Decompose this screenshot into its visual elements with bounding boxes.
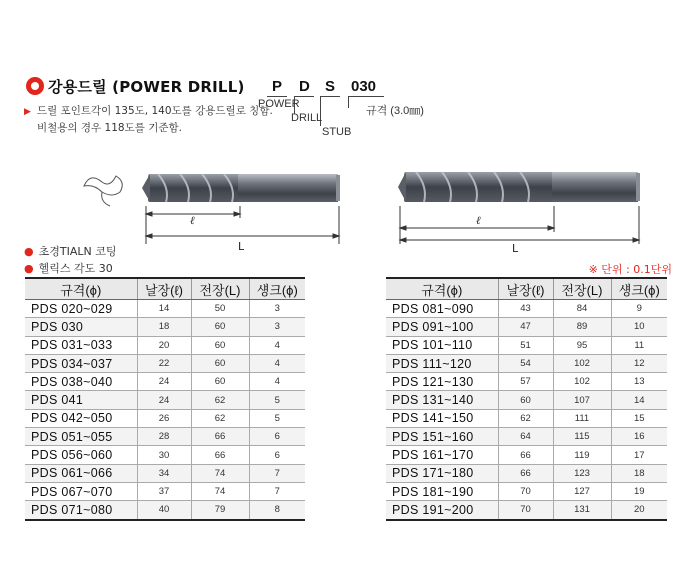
cell-flute-length: 66 [498,464,553,482]
page-title: 강용드릴 (POWER DRILL) [48,78,245,96]
cell-shank: 15 [611,409,667,427]
table-header-row [386,278,667,300]
cell-overall-length: 95 [553,336,611,354]
cell-size: PDS 171~180 [386,464,498,482]
cell-overall-length: 66 [191,446,249,464]
cell-flute-length: 47 [498,318,553,336]
table-row [386,318,667,336]
drill-illustration-right [390,162,660,252]
cell-shank: 17 [611,446,667,464]
code-label-power: POWER [258,98,300,110]
cell-shank: 8 [249,501,305,520]
cell-shank: 18 [611,464,667,482]
code-char-p: P [272,78,283,95]
cell-size: PDS 101~110 [386,336,498,354]
table-row [25,318,305,336]
cell-size: PDS 161~170 [386,446,498,464]
flute-length-label: ℓ [190,214,195,227]
table-row [386,354,667,372]
cell-shank: 16 [611,428,667,446]
cell-overall-length: 84 [553,300,611,318]
cell-flute-length: 24 [137,391,191,409]
cell-flute-length: 26 [137,409,191,427]
cell-shank: 4 [249,373,305,391]
cell-shank: 3 [249,300,305,318]
cell-shank: 5 [249,391,305,409]
col-header-overall-length: 전장(L) [191,278,249,300]
code-char-s: S [325,78,336,95]
cell-size: PDS 121~130 [386,373,498,391]
cell-overall-length: 74 [191,482,249,500]
table-row [25,428,305,446]
table-row [25,482,305,500]
cell-overall-length: 127 [553,482,611,500]
cell-flute-length: 66 [498,446,553,464]
cell-size: PDS 034~037 [25,354,137,372]
cell-size: PDS 038~040 [25,373,137,391]
cell-size: PDS 071~080 [25,501,137,520]
cell-flute-length: 20 [137,336,191,354]
code-label-drill: DRILL [291,112,323,124]
table-row [25,336,305,354]
table-row [386,446,667,464]
cell-size: PDS 031~033 [25,336,137,354]
cell-shank: 14 [611,391,667,409]
code-label-size: 규격 (3.0㎜) [366,105,424,117]
cell-size: PDS 191~200 [386,501,498,520]
cell-overall-length: 60 [191,354,249,372]
cell-overall-length: 115 [553,428,611,446]
col-header-size: 규격(ϕ) [386,278,498,300]
cell-flute-length: 51 [498,336,553,354]
cell-overall-length: 102 [553,354,611,372]
cell-flute-length: 43 [498,300,553,318]
table-row [386,409,667,427]
cell-flute-length: 34 [137,464,191,482]
cell-overall-length: 79 [191,501,249,520]
cell-flute-length: 62 [498,409,553,427]
overall-length-label: L [238,240,245,252]
table-row [386,336,667,354]
cell-shank: 7 [249,482,305,500]
cell-shank: 3 [249,318,305,336]
spec-note-helix [24,260,113,276]
cell-size: PDS 067~070 [25,482,137,500]
table-row [386,501,667,520]
table-row [386,300,667,318]
cell-overall-length: 107 [553,391,611,409]
drill-end-view-icon [84,176,122,206]
table-row [386,482,667,500]
spec-table-right [386,277,667,521]
product-code-diagram [250,74,450,144]
cell-flute-length: 37 [137,482,191,500]
description-text-1: 드릴 포인트각이 135도, 140도를 강용드릴로 칭함. [36,105,273,117]
cell-size: PDS 056~060 [25,446,137,464]
cell-overall-length: 60 [191,336,249,354]
cell-flute-length: 24 [137,373,191,391]
col-header-flute-length: 날장(ℓ) [137,278,191,300]
cell-flute-length: 30 [137,446,191,464]
cell-overall-length: 50 [191,300,249,318]
cell-overall-length: 131 [553,501,611,520]
cell-shank: 10 [611,318,667,336]
cell-size: PDS 030 [25,318,137,336]
spec-note-helix-text: 헬릭스 각도 30 [38,262,113,275]
cell-size: PDS 041 [25,391,137,409]
unit-note: ※ 단위 : 0.1단위 [588,263,672,276]
cell-flute-length: 14 [137,300,191,318]
description-line-1 [24,103,273,118]
table-row [25,409,305,427]
cell-flute-length: 60 [498,391,553,409]
spec-table-left [25,277,305,521]
cell-overall-length: 60 [191,373,249,391]
cell-size: PDS 141~150 [386,409,498,427]
cell-shank: 19 [611,482,667,500]
cell-shank: 4 [249,336,305,354]
svg-text:L: L [512,242,519,252]
table-row [25,446,305,464]
cell-overall-length: 66 [191,428,249,446]
cell-overall-length: 62 [191,409,249,427]
cell-flute-length: 54 [498,354,553,372]
cell-shank: 7 [249,464,305,482]
cell-overall-length: 102 [553,373,611,391]
cell-shank: 12 [611,354,667,372]
cell-size: PDS 081~090 [386,300,498,318]
table-row [25,354,305,372]
table-row [386,373,667,391]
cell-size: PDS 020~029 [25,300,137,318]
table-row [25,373,305,391]
cell-shank: 11 [611,336,667,354]
cell-flute-length: 57 [498,373,553,391]
code-char-d: D [299,78,310,95]
table-row [25,300,305,318]
cell-flute-length: 70 [498,482,553,500]
svg-text:ℓ: ℓ [476,214,481,227]
cell-shank: 20 [611,501,667,520]
table-row [386,428,667,446]
cell-shank: 6 [249,446,305,464]
triangle-bullet-icon: ▶ [24,107,31,117]
cell-size: PDS 111~120 [386,354,498,372]
cell-flute-length: 70 [498,501,553,520]
cell-size: PDS 131~140 [386,391,498,409]
cell-overall-length: 62 [191,391,249,409]
cell-size: PDS 181~190 [386,482,498,500]
cell-overall-length: 111 [553,409,611,427]
cell-overall-length: 89 [553,318,611,336]
cell-flute-length: 28 [137,428,191,446]
cell-size: PDS 042~050 [25,409,137,427]
cell-flute-length: 18 [137,318,191,336]
cell-overall-length: 123 [553,464,611,482]
col-header-shank: 섕크(ϕ) [249,278,305,300]
cell-size: PDS 091~100 [386,318,498,336]
table-row [25,391,305,409]
cell-shank: 13 [611,373,667,391]
cell-overall-length: 60 [191,318,249,336]
cell-flute-length: 40 [137,501,191,520]
table-row [386,391,667,409]
cell-flute-length: 64 [498,428,553,446]
code-char-size: 030 [351,78,377,95]
bullet-icon: ● [24,245,34,258]
cell-size: PDS 051~055 [25,428,137,446]
spec-note-coating-text: 초경TIALN 코팅 [38,245,117,258]
cell-shank: 4 [249,354,305,372]
cell-size: PDS 151~160 [386,428,498,446]
description-text-2: 비철용의 경우 118도를 기준함. [37,122,182,134]
col-header-overall-length: 전장(L) [553,278,611,300]
spec-note-coating [24,243,116,259]
cell-shank: 9 [611,300,667,318]
col-header-shank: 섕크(ϕ) [611,278,667,300]
cell-overall-length: 74 [191,464,249,482]
cell-size: PDS 061~066 [25,464,137,482]
table-header-row [25,278,305,300]
col-header-size: 규격(ϕ) [25,278,137,300]
drill-illustration-left [80,162,360,252]
cell-overall-length: 119 [553,446,611,464]
brand-logo-icon [26,77,44,95]
table-row [25,464,305,482]
cell-flute-length: 22 [137,354,191,372]
col-header-flute-length: 날장(ℓ) [498,278,553,300]
code-label-stub: STUB [322,126,352,138]
cell-shank: 6 [249,428,305,446]
cell-shank: 5 [249,409,305,427]
table-row [25,501,305,520]
table-row [386,464,667,482]
bullet-icon: ● [24,262,34,275]
